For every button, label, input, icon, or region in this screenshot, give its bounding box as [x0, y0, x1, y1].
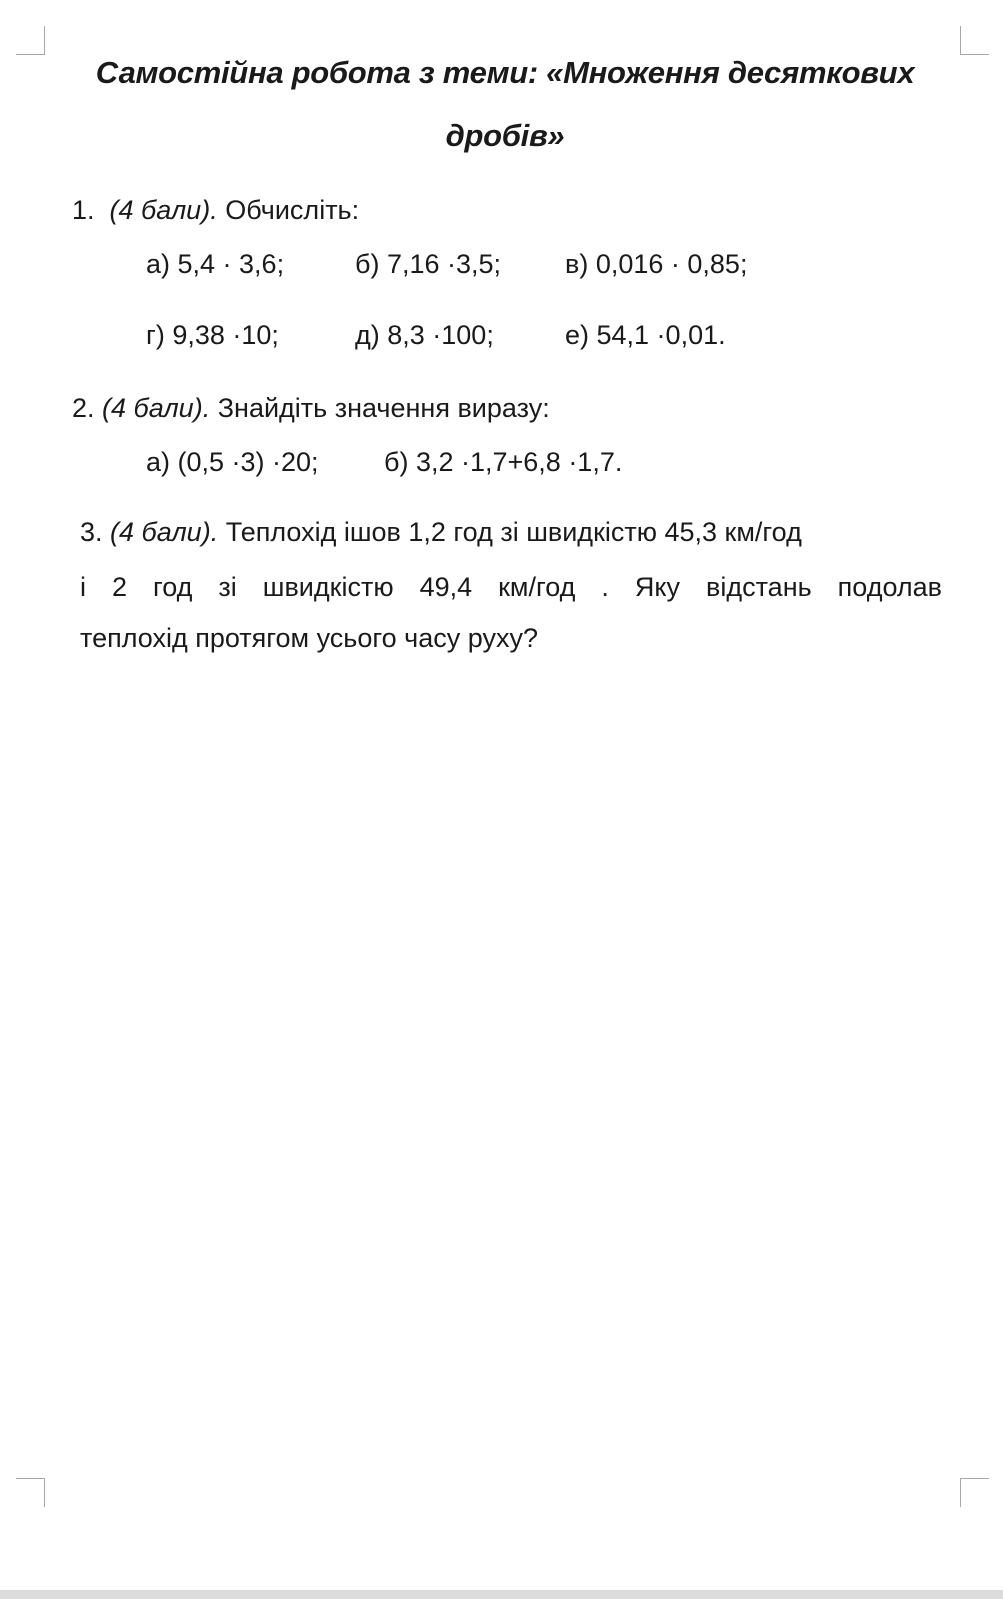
task-3-line-1 [80, 517, 960, 548]
crop-mark-bottom-right [960, 1478, 989, 1507]
task-3-word: . [601, 572, 609, 602]
document-title-line-1: Самостійна робота з теми: «Множення десяткових [95, 55, 915, 90]
task-1-instruction: Обчисліть: [225, 195, 360, 225]
task-2-heading [72, 393, 550, 424]
document-title-line-2: дробів» [445, 118, 565, 153]
crop-mark-bottom-left [16, 1478, 45, 1507]
task-3-word: подолав [837, 572, 942, 602]
task-1-item-e: е) 54,1 ·0,01. [565, 320, 726, 350]
crop-mark-top-right [960, 26, 989, 55]
task-3-word: і [80, 572, 86, 602]
task-2-instruction: Знайдіть значення виразу: [217, 393, 550, 423]
task-1-item-v: в) 0,016 · 0,85; [565, 249, 748, 279]
task-3-word: швидкістю [262, 572, 394, 602]
task-2-item-a: а) (0,5 ·3) ·20; [146, 447, 319, 477]
task-1-item-a: а) 5,4 · 3,6; [146, 249, 285, 279]
task-3-number: 3. [80, 517, 103, 547]
task-1-points: (4 бали). [109, 195, 218, 225]
task-3-word: Яку [634, 572, 681, 602]
task-3-points: (4 бали). [110, 517, 219, 547]
task-1-number: 1. [72, 195, 95, 225]
task-3-word: 2 [111, 572, 128, 602]
task-3-word: відстань [706, 572, 812, 602]
task-1-heading [72, 195, 359, 226]
crop-mark-top-left [16, 26, 45, 55]
task-3-line-2 [80, 572, 942, 603]
task-1-item-b: б) 7,16 ·3,5; [355, 249, 502, 279]
task-3-word: зі [218, 572, 237, 602]
task-2-points: (4 бали). [102, 393, 211, 423]
task-3-word: год [153, 572, 193, 602]
task-2-number: 2. [72, 393, 95, 423]
task-1-item-d: д) 8,3 ·100; [355, 320, 494, 350]
task-3-text-line-1: Теплохід ішов 1,2 год зі швидкістю 45,3 км/год [225, 517, 802, 547]
task-3-word: 49,4 [419, 572, 473, 602]
viewer-bottom-bar [0, 1590, 1003, 1599]
task-3-line-3: теплохід протягом усього часу руху? [80, 623, 538, 653]
task-1-item-g: г) 9,38 ·10; [146, 320, 279, 350]
task-3-word: км/год [498, 572, 576, 602]
task-2-item-b: б) 3,2 ·1,7+6,8 ·1,7. [384, 447, 623, 477]
